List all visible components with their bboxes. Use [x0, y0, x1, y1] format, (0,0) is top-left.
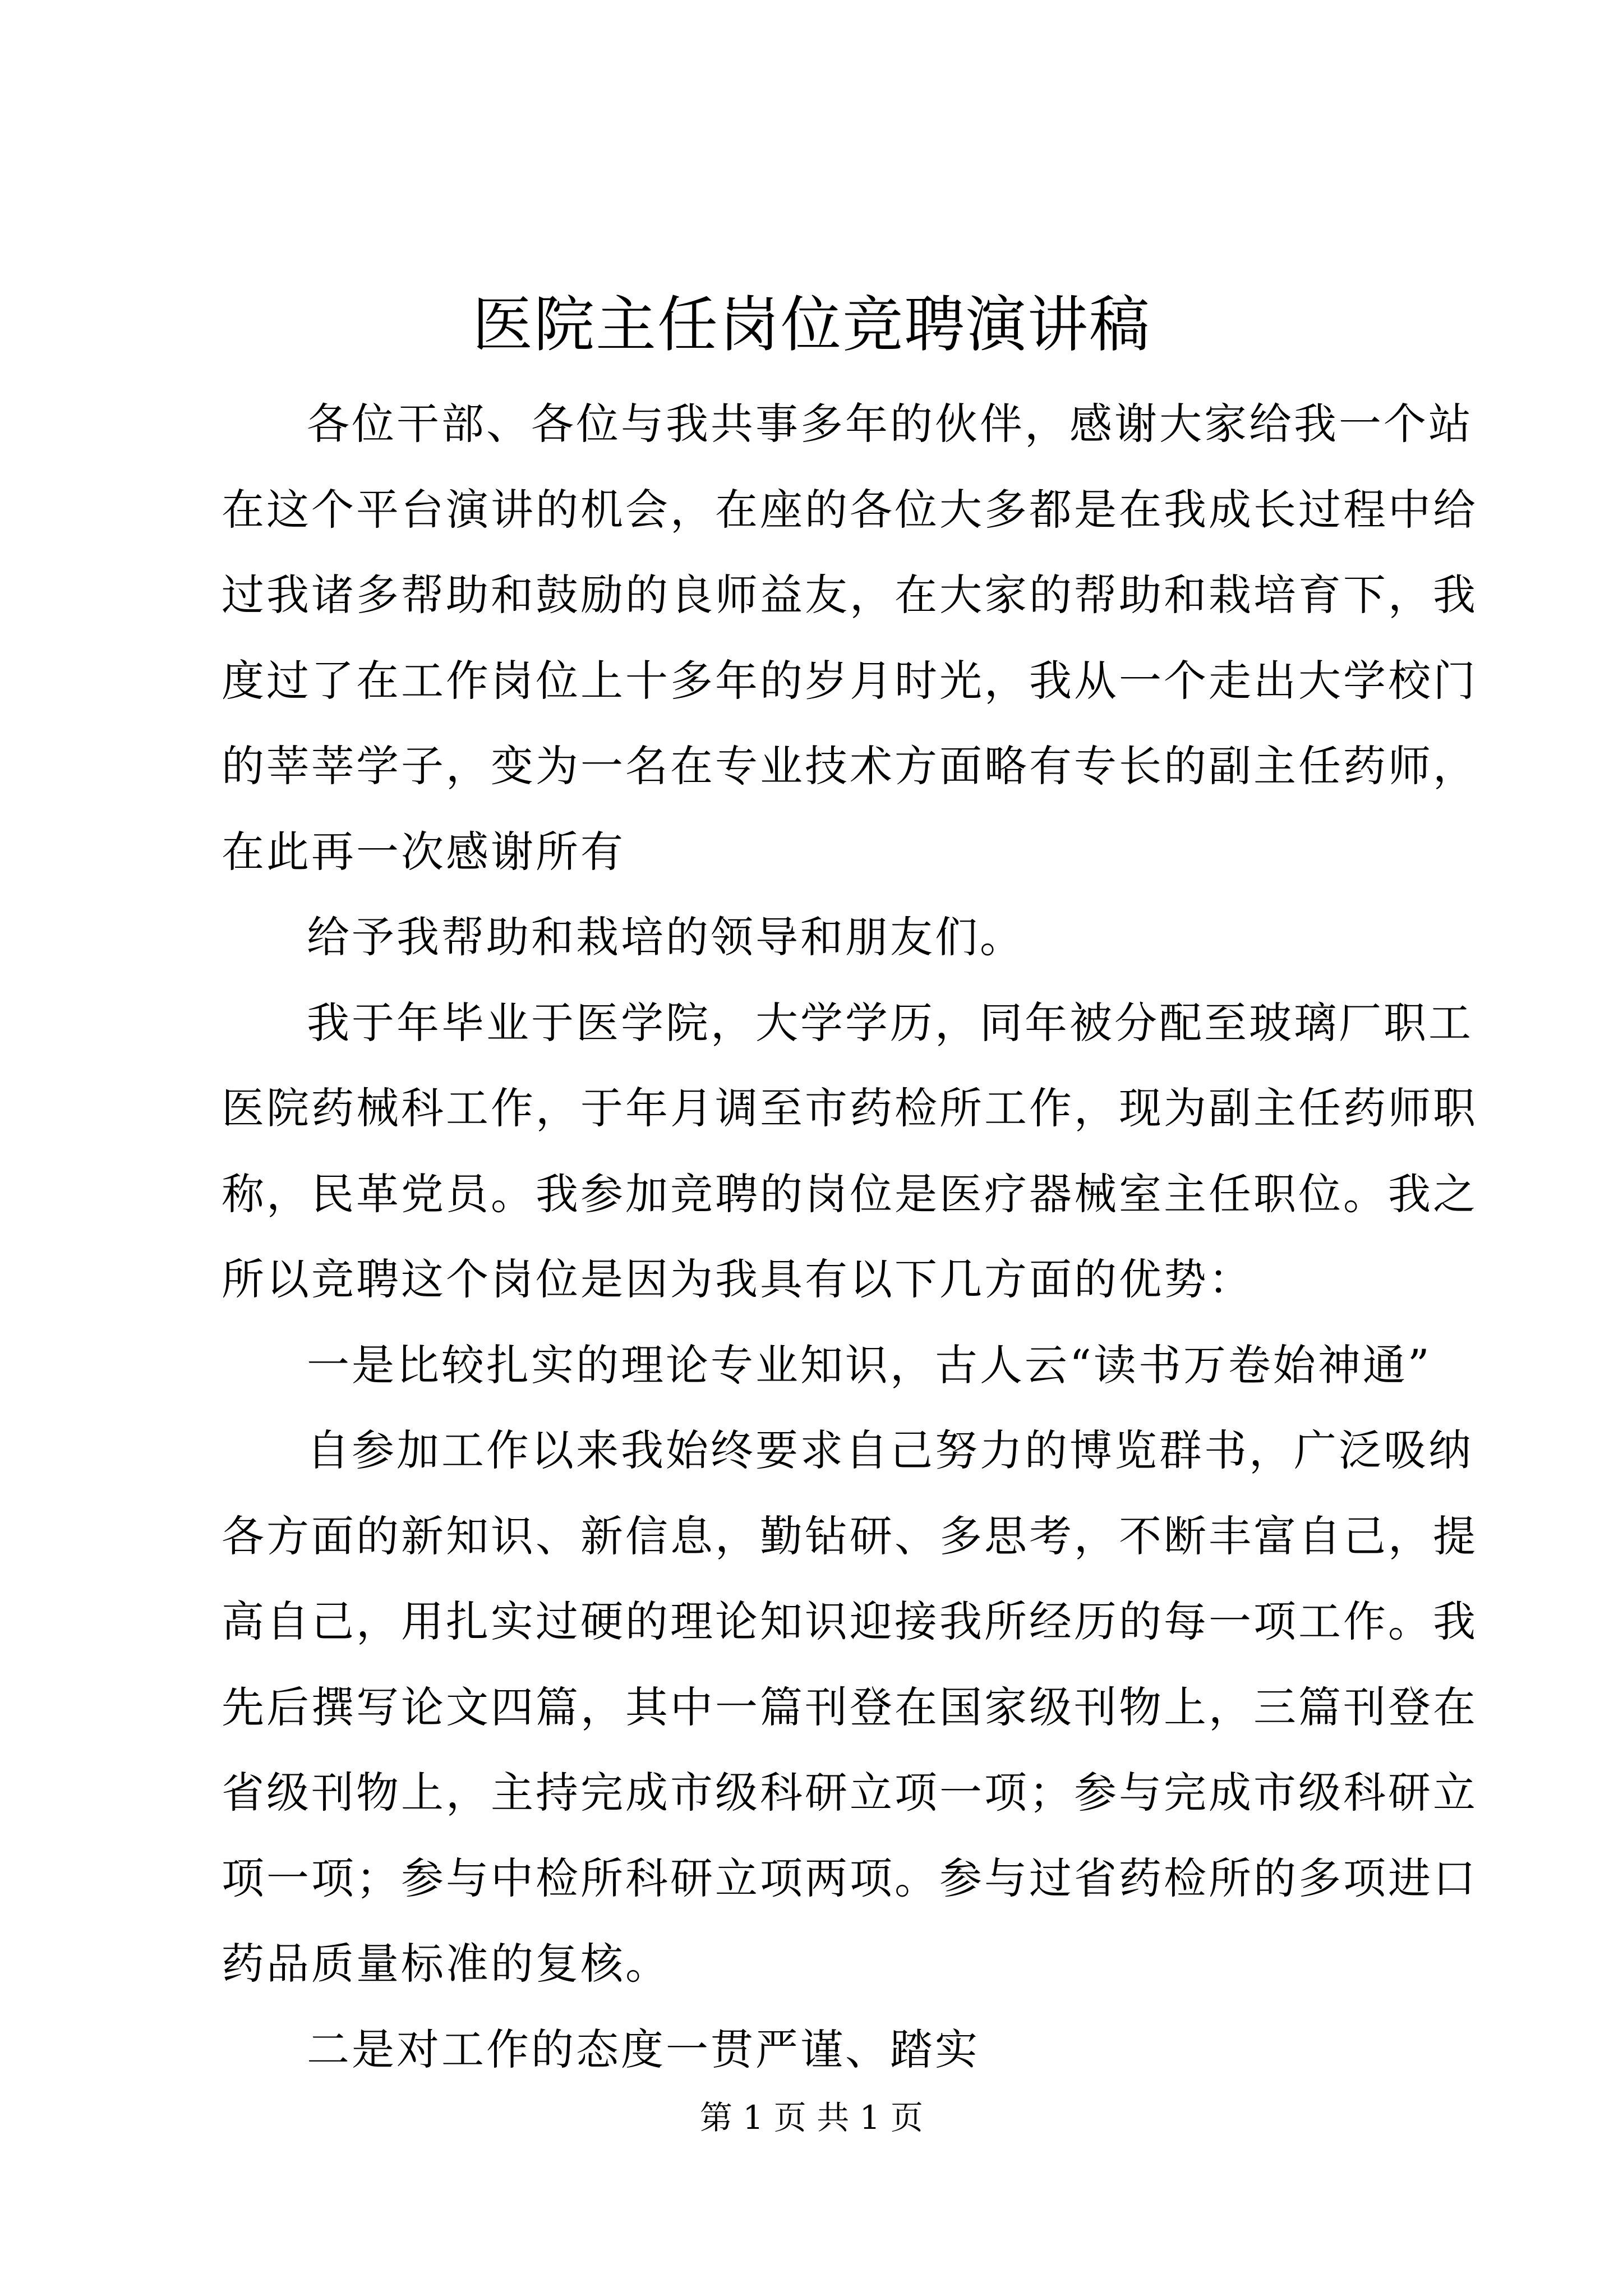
page-footer: 第 1 页 共 1 页: [700, 2099, 923, 2137]
body-line: 各位干部、各位与我共事多年的伙伴，感谢大家给我一个站: [307, 399, 1473, 449]
body-line: 在这个平台演讲的机会，在座的各位大多都是在我成长过程中给: [222, 484, 1478, 535]
body-line: 自参加工作以来我始终要求自己努力的博览群书，广泛吸纳: [307, 1425, 1473, 1475]
body-line: 过我诸多帮助和鼓励的良师益友，在大家的帮助和栽培育下，我: [222, 570, 1478, 620]
body-line: 高自己，用扎实过硬的理论知识迎接我所经历的每一项工作。我: [222, 1596, 1478, 1646]
body-line: 医院药械科工作，于年月调至市药检所工作，现为副主任药师职: [222, 1083, 1478, 1133]
body-line: 给予我帮助和栽培的领导和朋友们。: [307, 912, 1025, 962]
body-line: 药品质量标准的复核。: [222, 1939, 670, 1989]
document-body: [222, 381, 1478, 2092]
body-line: 的莘莘学子，变为一名在专业技术方面略有专长的副主任药师，: [222, 741, 1478, 791]
body-line: 项一项；参与中检所科研立项两项。参与过省药检所的多项进口: [222, 1853, 1478, 1903]
body-line: 称，民革党员。我参加竞聘的岗位是医疗器械室主任职位。我之: [222, 1168, 1478, 1219]
body-line: 所以竞聘这个岗位是因为我具有以下几方面的优势：: [222, 1254, 1253, 1304]
body-line: 我于年毕业于医学院，大学学历，同年被分配至玻璃厂职工: [307, 997, 1473, 1048]
body-line: 一是比较扎实的理论专业知识，古人云“读书万卷始神通”: [307, 1340, 1432, 1390]
document-title: 医院主任岗位竞聘演讲稿: [472, 290, 1151, 360]
body-line: 省级刊物上，主持完成市级科研立项一项；参与完成市级科研立: [222, 1768, 1478, 1818]
body-line: 二是对工作的态度一贯严谨、踏实: [307, 2024, 980, 2074]
body-line: 度过了在工作岗位上十多年的岁月时光，我从一个走出大学校门: [222, 655, 1478, 706]
body-line: 在此再一次感谢所有: [222, 826, 625, 877]
body-line: 先后撰写论文四篇，其中一篇刊登在国家级刊物上，三篇刊登在: [222, 1682, 1478, 1732]
body-line: 各方面的新知识、新信息，勤钻研、多思考，不断丰富自己，提: [222, 1511, 1478, 1561]
